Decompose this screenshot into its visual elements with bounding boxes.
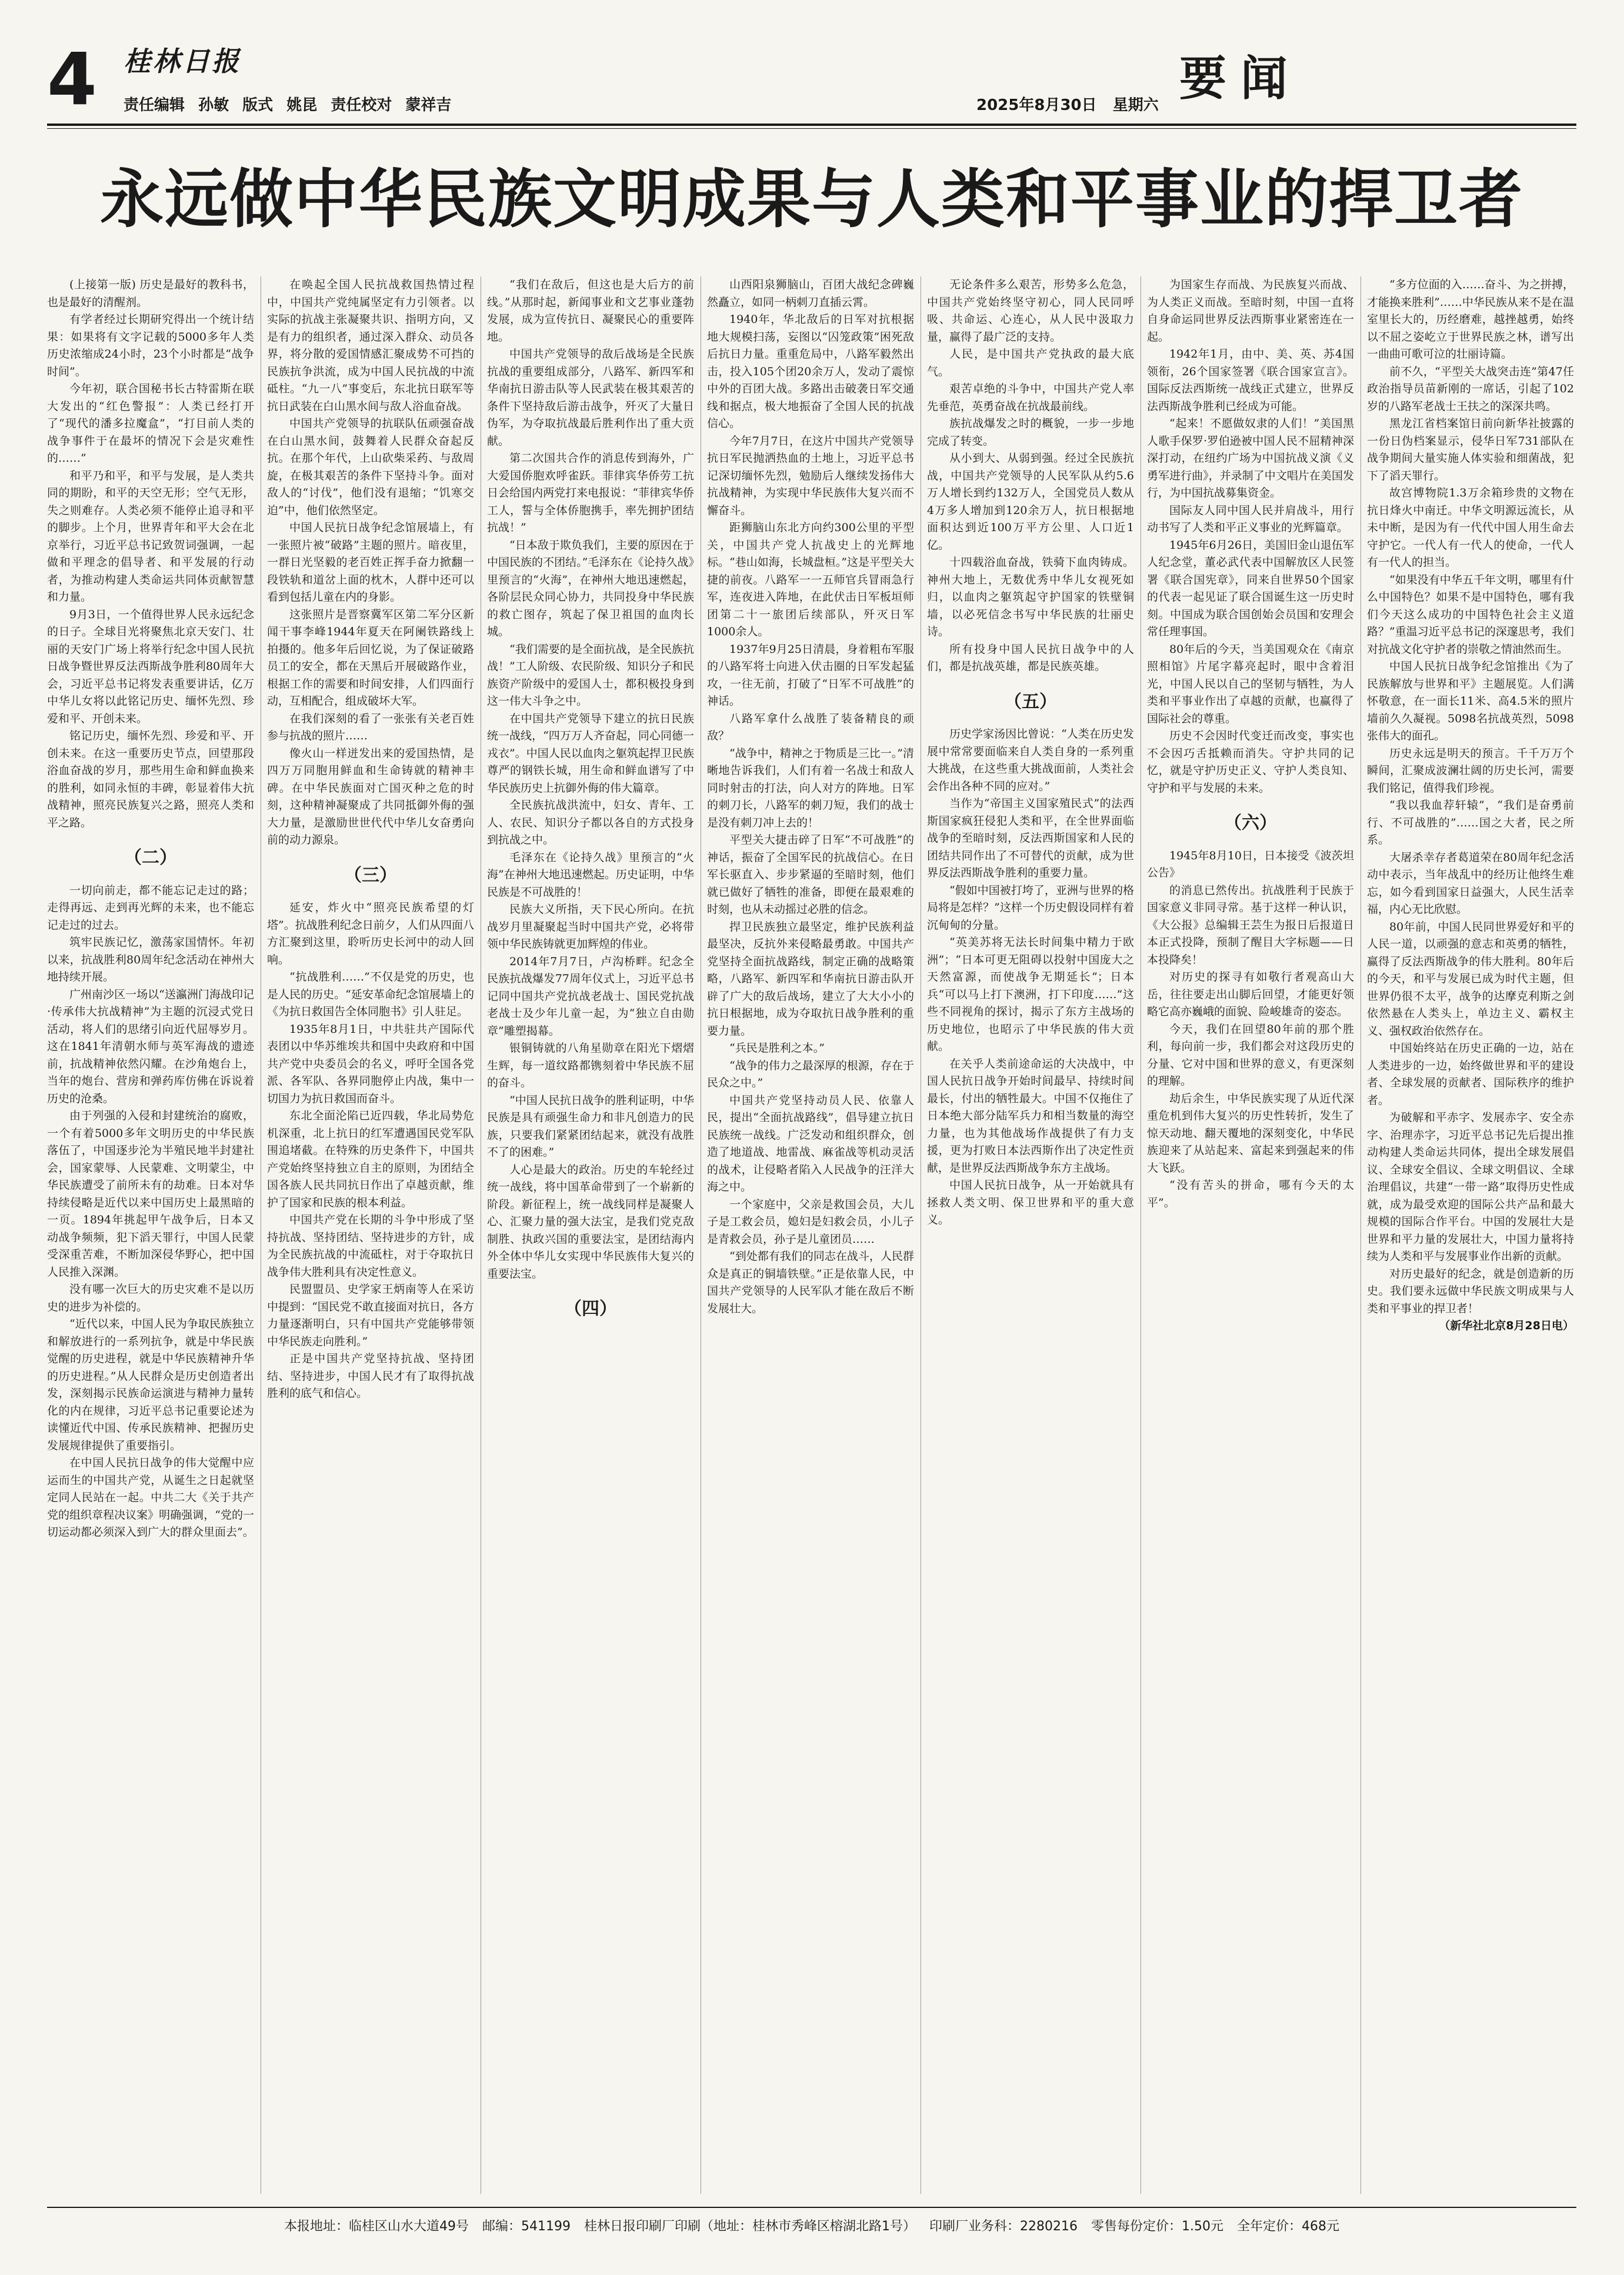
- article-paragraph: 捍卫民族独立最坚定，维护民族利益最坚决，反抗外来侵略最勇敢。中国共产党坚持全面抗战路线，制定正确的战略策略，八路军、新四军和华南抗日游击队开辟了广大的敌后战场，建立了大大小小的抗日根据地，成为夺取抗日战争胜利的重要力量。: [707, 920, 914, 1038]
- footer-rule: [47, 2207, 1576, 2208]
- issue-date: 2025年8月30日: [976, 96, 1097, 114]
- article-paragraph: 铭记历史，缅怀先烈、珍爱和平、开创未来。在这一重要历史节点，回望那段浴血奋战的岁月，那些用生命和鲜血换来的胜利，如同永恒的丰碑，彰显着伟大抗战精神，照亮民族复兴之路，照亮人类和平之路。: [47, 729, 254, 829]
- article-paragraph: 筑牢民族记忆，激荡家国情怀。年初以来，抗战胜利80周年纪念活动在神州大地持续开展。: [47, 936, 254, 983]
- page-number: 4: [47, 38, 97, 121]
- article-paragraph: 的消息已然传出。抗战胜利于民族于国家意义非同寻常。基于这样一种认识，《大公报》总编辑王芸生为报日后报道日本正式投降，预制了醒目大字标题——日本投降矣！: [1147, 883, 1354, 966]
- article-column: [267, 276, 474, 2194]
- article-paragraph: “到处都有我们的同志在战斗，人民群众是真正的铜墙铁壁。”正是依靠人民，中国共产党领导的人民军队才能在敌后不断发展壮大。: [707, 1250, 914, 1315]
- article-column: [707, 276, 914, 2194]
- editor-credits: [124, 93, 459, 115]
- article-paragraph: 9月3日，一个值得世界人民永远纪念的日子。全球目光将聚焦北京天安门、壮丽的天安门广场上将举行纪念中国人民抗日战争暨世界反法西斯战争胜利80周年大会，习近平总书记将发表重要讲话，亿万中华儿女将以此铭记历史、缅怀先烈、珍爱和平、开创未来。: [47, 608, 254, 725]
- article-paragraph: 全民族抗战洪流中，妇女、青年、工人、农民、知识分子都以各自的方式投身到抗战之中。: [487, 799, 694, 846]
- article-paragraph: “多方位面的入……奋斗、为之拼搏，才能换来胜利”……中华民族从来不是在温室里长大的，历经磨难，越挫越勇，始终以不屈之姿屹立于世界民族之林，谱写出一曲曲可歌可泣的壮丽诗篇。: [1367, 278, 1574, 361]
- dateline-credit: （新华社北京8月28日电）: [1439, 1319, 1574, 1332]
- article-paragraph: 今年7月7日，在这片中国共产党领导抗日军民抛洒热血的土地上，习近平总书记深切缅怀先烈，勉励后人继续发扬伟大抗战精神，为实现中华民族伟大复兴而不懈奋斗。: [707, 434, 914, 517]
- article-paragraph: 中国共产党领导的敌后战场是全民族抗战的重要组成部分，八路军、新四军和华南抗日游击队等人民武装在极其艰苦的条件下坚持敌后游击战争，歼灭了大量日伪军，为夺取抗战最后胜利作出了重大贡献。: [487, 348, 694, 448]
- article-paragraph: 所有投身中国人民抗日战争中的人们，都是抗战英雄，都是民族英雄。: [927, 642, 1134, 673]
- dateline: [976, 93, 1159, 115]
- credit-label: 责任校对: [331, 96, 392, 114]
- article-paragraph: 历史学家汤因比曾说：“人类在历史发展中常常要面临来自人类自身的一系列重大挑战，在这些重大挑战面前，人类社会会作出各种不同的应对。”: [927, 728, 1134, 793]
- article-paragraph: 中国人民抗日战争纪念馆展墙上，有一张照片被“破路”主题的照片。暗夜里，一群日光坚毅的老百姓正挥手奋力掀翻一段铁轨和道岔上面的枕木，人群中还可以看到包括儿童在内的身影。: [267, 521, 474, 603]
- article-paragraph: 在唤起全国人民抗战救国热情过程中，中国共产党纯属坚定有力引领者。以实际的抗战主张凝聚共识、指明方向，又是有力的组织者，通过深入群众、动员各界，将分散的爱国情感汇聚成势不可挡的民族抗争洪流，成为中国人民抗战的中流砥柱。“九一八”事变后，东北抗日联军等抗日武装在白山黑水间与敌人浴血奋战。: [267, 278, 474, 413]
- section-heading: （四）: [564, 1299, 617, 1319]
- article-column: [927, 276, 1134, 2194]
- article-paragraph: 前不久，“平型关大战突击连”第47任政治指导员苗新刚的一席话，引起了102岁的八路军老战士王扶之的深深共鸣。: [1367, 365, 1574, 413]
- article-paragraph: 第二次国共合作的消息传到海外，广大爱国侨胞欢呼雀跃。菲律宾华侨劳工抗日会给国内两党打来电报说：“菲律宾华侨工人，誓与全体侨胞携手，率先拥护团结抗战！”: [487, 452, 694, 534]
- article-paragraph: “我以我血荐轩辕”，“我们是奋勇前行、不可战胜的”……国之大者，民之所系。: [1367, 799, 1574, 846]
- article-paragraph: 80年后的今天，当美国观众在《南京照相馆》片尾字幕亮起时，眼中含着泪光，中国人民以自己的坚韧与牺牲，为人类和平事业作出了卓越的贡献，也赢得了国际社会的尊重。: [1147, 642, 1354, 725]
- credit-value: 孙敏: [198, 96, 229, 114]
- article-column: [487, 276, 694, 2194]
- article-paragraph: “抗战胜利……”不仅是党的历史，也是人民的历史。“延安革命纪念馆展墙上的《为抗日救国告全体同胞书》引人驻足。: [267, 970, 474, 1018]
- article-paragraph: “日本敌于欺负我们，主要的原因在于中国民族的不团结。”毛泽东在《论持久战》里预言的“火海”，在神州大地迅速燃起，各阶层民众同心协力，共同投身中华民族的救亡图存，筑起了保卫祖国的血肉长城。: [487, 538, 694, 638]
- article-paragraph: 正是中国共产党坚持抗战、坚持团结、坚持进步，中国人民才有了取得抗战胜利的底气和信心。: [267, 1352, 474, 1400]
- article-paragraph: “我们在敌后，但这也是大后方的前线。”从那时起，新闻事业和文艺事业蓬勃发展，成为宣传抗日、凝聚民心的重要阵地。: [487, 278, 694, 343]
- footer-annual-price: 全年定价：468元: [1236, 2219, 1339, 2234]
- article-paragraph: 无论条件多么艰苦，形势多么危急，中国共产党始终坚守初心，同人民同呼吸、共命运、心连心，从人民中汲取力量，赢得了最广泛的支持。: [927, 278, 1134, 343]
- article-paragraph: “我们需要的是全面抗战，是全民族抗战！”工人阶级、农民阶级、知识分子和民族资产阶级中的爱国人士，都积极投身到这一伟大斗争之中。: [487, 642, 694, 708]
- article-column: [47, 276, 254, 2194]
- credit-value: 姚昆: [286, 96, 318, 114]
- article-paragraph: 民盟盟员、史学家王炳南等人在采访中提到：“国民党不敢直接面对抗日，各方力量逐渐明白，只有中国共产党能够带领中华民族走向胜利。”: [267, 1283, 474, 1348]
- article-paragraph: 距狮脑山东北方向约300公里的平型关，中国共产党人抗战史上的光辉地标。“巷山如海，长城盘桓。”这是平型关大捷的前夜。八路军一一五师官兵冒雨急行军，连夜进入阵地，在此伏击日军板垣师团第二十一旅团后续部队，歼灭日军1000余人。: [707, 521, 914, 638]
- article-paragraph: 由于列强的入侵和封建统治的腐败，一个有着5000多年文明历史的中华民族落伍了，中国逐步沦为半殖民地半封建社会，国家蒙辱、人民蒙难、文明蒙尘，中华民族遭受了前所未有的劫难。日本对华持续侵略是近代以来中国历史上最黑暗的一页。1894年挑起甲午战争后，日本又动战争频频，犯下滔天罪行，中国人民蒙受深重苦难，不断加深侵华野心，把中国人民推入深渊。: [47, 1109, 254, 1279]
- article-paragraph: 对历史的探寻有如敬行者观高山大岳，往往要走出山脚后回望，才能更好领略它高亦巍峨的面貌、险峻雄奇的姿态。: [1147, 970, 1354, 1018]
- article-paragraph: 广州南沙区一场以“送瀛洲门海战印记·传承伟大抗战精神”为主题的沉浸式党日活动，将人们的思绪引向近代屈辱岁月。这在1841年清朝水师与英军海战的遗迹前，抗战精神依然闪耀。在沙角炮台上，当年的炮台、营房和弹药库仿佛在诉说着历史的沧桑。: [47, 988, 254, 1105]
- article-paragraph: 今年初，联合国秘书长古特雷斯在联大发出的“红色警报”：人类已经打开了“现代的潘多拉魔盒”，“打目前人类的战争事件于在最坏的情况下会是灾难性的……”: [47, 382, 254, 465]
- issue-weekday: 星期六: [1112, 96, 1159, 114]
- article-paragraph: 有学者经过长期研究得出一个统计结果：如果将有文字记载的5000多年人类历史浓缩成24小时，23个小时都是“战争时间”。: [47, 313, 254, 378]
- footer-printer: 桂林日报印刷厂印刷（地址：桂林市秀峰区榕湖北路1号）: [584, 2219, 916, 2234]
- article-paragraph: “战争的伟力之最深厚的根源，存在于民众之中。”: [707, 1059, 914, 1089]
- article-paragraph: 1937年9月25日清晨，身着粗布军服的八路军将士向进入伏击圈的日军发起猛攻，一往无前，打破了“日军不可战胜”的神话。: [707, 642, 914, 708]
- article-column: [1147, 276, 1354, 2194]
- article-paragraph: 历史永远是明天的预言。千千万万个瞬间，汇聚成波澜壮阔的历史长河，需要我们铭记，值得我们珍视。: [1367, 746, 1574, 795]
- paper-name: 桂林日报: [124, 45, 241, 77]
- article-body: [47, 276, 1576, 2194]
- article-column: [1367, 276, 1574, 2194]
- article-paragraph: 艰苦卓绝的斗争中，中国共产党人率先垂范，英勇奋战在抗战最前线。: [927, 382, 1134, 413]
- article-paragraph: “近代以来，中国人民为争取民族独立和解放进行的一系列抗争，就是中华民族觉醒的历史进程，就是中华民族精神升华的历史进程。”从人民群众是历史创造者出发，深刻揭示民族命运演进与精神力量转化的内在规律，习近平总书记重要论述为读懂近代中国、传承民族精神、把握历史发展规律提供了重要指引。: [47, 1317, 254, 1452]
- article-paragraph: 黑龙江省档案馆日前向新华社披露的一份日伪档案显示，侵华日军731部队在战争期间大量实施人体实验和细菌战，犯下了滔天罪行。: [1367, 417, 1574, 482]
- article-paragraph: 对历史最好的纪念，就是创造新的历史。我们要永远做中华民族文明成果与人类和平事业的捍卫者！: [1367, 1267, 1574, 1315]
- section-heading: （三）: [344, 865, 397, 886]
- article-paragraph: 1942年1月，由中、美、英、苏4国领衔，26个国家签署《联合国家宣言》。国际反法西斯统一战线正式建立，世界反法西斯战争胜利已经成为可能。: [1147, 348, 1354, 413]
- section-heading: （六）: [1224, 813, 1277, 833]
- article-paragraph: 在中国共产党领导下建立的抗日民族统一战线，“四万万人齐奋起，同心同德一戎衣”。中国人民以血肉之躯筑起捍卫民族尊严的钢铁长城，用生命和鲜血谱写了中华民族历史上抗御外侮的伟大篇章。: [487, 712, 694, 795]
- article-paragraph: 没有哪一次巨大的历史灾难不是以历史的进步为补偿的。: [47, 1283, 254, 1313]
- article-paragraph: 国际友人同中国人民并肩战斗，用行动书写了人类和平正义事业的光辉篇章。: [1147, 503, 1354, 534]
- article-paragraph: 1940年，华北敌后的日军对抗根据地大规模扫荡，妄图以“囚笼政策”困死敌后抗日力量。重重危局中，八路军毅然出击，投入105个团20余万人，发动了震惊中外的百团大战。多路出击破袭日军交通线和据点，极大地振奋了全国人民的抗战信心。: [707, 313, 914, 430]
- footer-address: 本报地址：临桂区山水大道49号: [284, 2219, 469, 2234]
- article-paragraph: 80年前，中国人民同世界爱好和平的人民一道，以顽强的意志和英勇的牺牲，赢得了反法西斯战争的伟大胜利。80年后的今天，和平与发展已成为时代主题，但世界仍很不太平，战争的达摩克利斯之剑依然悬在人类头上，单边主义、霸权主义、强权政治依然存在。: [1367, 920, 1574, 1038]
- credit-label: 责任编辑: [124, 96, 185, 114]
- article-paragraph: 劫后余生，中华民族实现了从近代深重危机到伟大复兴的历史性转折，发生了惊天动地、翻天覆地的深刻变化，中华民族迎来了从站起来、富起来到强起来的伟大飞跃。: [1147, 1092, 1354, 1175]
- article-paragraph: 为破解和平赤字、发展赤字、安全赤字、治理赤字，习近平总书记先后提出推动构建人类命运共同体，提出全球发展倡议、全球安全倡议、全球文明倡议、全球治理倡议，共建“一带一路”取得历史性成就，成为最受欢迎的国际公共产品和最大规模的国际合作平台。中国的发展壮大是世界和平力量的发展壮大，中国力量将持续为人类和平与发展事业作出新的贡献。: [1367, 1111, 1574, 1263]
- article-paragraph: “起来！不愿做奴隶的人们！”美国黑人歌手保罗·罗伯逊被中国人民不屈精神深深打动，在纽约广场为中国抗战义演《义勇军进行曲》，并录制了中文唱片在美国发行，为中国抗战募集资金。: [1147, 417, 1354, 499]
- masthead-rule-thin: [47, 128, 1576, 129]
- article-paragraph: “如果没有中华五千年文明，哪里有什么中国特色？如果不是中国特色，哪有我们今天这么成功的中国特色社会主义道路？”重温习近平总书记的深邃思考，我们对抗战文化守护者的崇敬之情油然而生。: [1367, 573, 1574, 656]
- article-paragraph: 人民，是中国共产党执政的最大底气。: [927, 348, 1134, 378]
- credit-value: 蒙祥吉: [405, 96, 452, 114]
- article-paragraph: 平型关大捷击碎了日军“不可战胜”的神话，振奋了全国军民的抗战信心。在日军长驱直入、步步紧逼的至暗时刻，他们就已做好了牺牲的准备，即便在最艰难的时刻，也从未动摇过必胜的信念。: [707, 833, 914, 916]
- section-title: 要闻: [1179, 51, 1302, 106]
- masthead: [47, 35, 1576, 124]
- article-paragraph: “假如中国被打垮了，亚洲与世界的格局将是怎样？”这样一个历史假设同样有着沉甸甸的分量。: [927, 883, 1134, 932]
- article-paragraph: 银铜铸就的八角星勋章在阳光下熠熠生辉，每一道纹路都镌刻着中华民族不屈的奋斗。: [487, 1042, 694, 1089]
- article-paragraph: 人心是最大的政治。历史的车轮经过统一战线，将中国革命带到了一个崭新的阶段。新征程上，统一战线同样是凝聚人心、汇聚力量的强大法宝，是我们党克敌制胜、执政兴国的重要法宝，是团结海内外全体中华儿女实现中华民族伟大复兴的重要法宝。: [487, 1163, 694, 1280]
- article-paragraph: (上接第一版) 历史是最好的教科书，也是最好的清醒剂。: [47, 278, 254, 309]
- article-paragraph: 东北全面沦陷已近四载，华北局势危机深重，北上抗日的红军遭遇国民党军队围追堵截。在特殊的历史条件下，中国共产党始终坚持独立自主的原则，为团结全国各族人民共同抗日作出了卓越贡献，维护了国家和民族的根本利益。: [267, 1109, 474, 1209]
- article-paragraph: “中国人民抗日战争的胜利证明，中华民族是具有顽强生命力和非凡创造力的民族，只要我们紧紧团结起来，就没有战胜不了的困难。”: [487, 1093, 694, 1159]
- credit-label: 版式: [242, 96, 274, 114]
- article-paragraph: “战争中，精神之于物质是三比一。”清晰地告诉我们，人们有着一名战士和敌人同时射击的打法，向人对方的阵地。日军的刺刀长，八路军的刺刀短，我们的战士是没有刺刀冲上去的！: [707, 746, 914, 829]
- section-heading: （二）: [124, 848, 177, 868]
- article-paragraph: 延安，炸火中“照亮民族希望的灯塔”。抗战胜利纪念日前夕，人们从四面八方汇聚到这里，聆听历史长河中的动人回响。: [267, 901, 474, 966]
- article-paragraph: 在关乎人类前途命运的大决战中，中国人民抗日战争开始时间最早、持续时间最长，付出的牺牲最大。中国不仅拖住了日本绝大部分陆军兵力和相当数量的海空力量，也为其他战场作战提供了有力支援，更为打败日本法西斯作出了决定性贡献，是世界反法西斯战争东方主战场。: [927, 1057, 1134, 1175]
- article-paragraph: 在中国人民抗日战争的伟大觉醒中应运而生的中国共产党，从诞生之日起就坚定同人民站在一起。中共二大《关于共产党的组织章程决议案》明确强调，“党的一切运动都必须深入到广大的群众里面去”。: [47, 1456, 254, 1539]
- article-paragraph: 一个家庭中，父亲是救国会员，大儿子是工救会员，媳妇是妇救会员，小儿子是青救会员，孙子是儿童团员……: [707, 1197, 914, 1246]
- footer-retail-price: 零售每份定价：1.50元: [1091, 2219, 1223, 2234]
- article-paragraph: 和平乃和平，和平与发展，是人类共同的期盼，和平的天空无形；空气无形，失之则难存。人类必须不能停止追寻和平的脚步。上个月，世界青年和平大会在北京举行，习近平总书记致贺词强调，一起做和平理念的倡导者、和平发展的行动者，为推动构建人类命运共同体贡献智慧和力量。: [47, 469, 254, 603]
- footer-phone: 印刷厂业务科：2280216: [929, 2219, 1078, 2234]
- footer-postcode: 邮编：541199: [482, 2219, 571, 2234]
- article-paragraph: 为国家生存而战、为民族复兴而战、为人类正义而战。至暗时刻，中国一直将自身命运同世界反法西斯事业紧密连在一起。: [1147, 278, 1354, 343]
- article-paragraph: 中国始终站在历史正确的一边，站在人类进步的一边，始终做世界和平的建设者、全球发展的贡献者、国际秩序的维护者。: [1367, 1042, 1574, 1107]
- article-paragraph: 1945年6月26日，美国旧金山退伍军人纪念堂，董必武代表中国解放区人民签署《联合国宪章》，同来自世界50个国家的代表一起见证了联合国诞生这一历史时刻。中国成为联合国创始会员国和安理会常任理事国。: [1147, 538, 1354, 638]
- article-paragraph: 民族大义所指，天下民心所向。在抗战岁月里凝聚起当时中国共产党，必将带领中华民族铸就更加辉煌的伟业。: [487, 903, 694, 950]
- article-paragraph: 1935年8月1日，中共驻共产国际代表团以中华苏维埃共和国中央政府和中国共产党中央委员会的名义，呼吁全国各党派、各军队、各界同胞停止内战，集中一切国力为抗日救国而奋斗。: [267, 1022, 474, 1105]
- article-paragraph: 大屠杀幸存者葛道荣在80周年纪念活动中表示，当年战乱中的经历让他终生难忘，如今看到国家日益强大，人民生活幸福，内心无比欣慰。: [1367, 850, 1574, 916]
- article-paragraph: 一切向前走，都不能忘记走过的路；走得再远、走到再光辉的未来，也不能忘记走过的过去。: [47, 883, 254, 932]
- article-paragraph: 当作为“帝国主义国家殖民式”的法西斯国家疯狂侵犯人类和平，在全世界面临战争的至暗时刻，反法西斯国家和人民的团结共同作出了不可替代的贡献，成为世界反法西斯战争胜利的重要力量。: [927, 797, 1134, 879]
- article-paragraph: “英美苏将无法长时间集中精力于欧洲”；“日本可更无阻碍以投射中国庞大之天然富源，而使战争无期延长”；日本兵“可以马上打下澳洲，打下印度……”这些不同视角的探讨，揭示了东方主战场的历史地位，也昭示了中华民族的伟大贡献。: [927, 936, 1134, 1053]
- article-paragraph: 像火山一样迸发出来的爱国热情，是四万万同胞用鲜血和生命铸就的精神丰碑。在中华民族面对亡国灭种之危的时刻，这种精神凝聚成了共同抵御外侮的强大力量，是激励世世代代中华儿女奋勇向前的动力源泉。: [267, 746, 474, 846]
- article-paragraph: 历史不会因时代变迁而改变，事实也不会因巧舌抵赖而消失。守护共同的记忆，就是守护历史正义、守护人类良知、守护和平与发展的未来。: [1147, 729, 1354, 795]
- article-paragraph: 中国人民抗日战争纪念馆推出《为了民族解放与世界和平》主题展览。人们满怀敬意，在一面长11米、高4.5米的照片墙前久久凝视。5098名抗战英烈，5098张伟大的面孔。: [1367, 660, 1574, 742]
- section-heading: （五）: [1004, 691, 1057, 712]
- article-paragraph: 毛泽东在《论持久战》里预言的“火海”在神州大地迅速燃起。历史证明，中华民族是不可战胜的！: [487, 850, 694, 899]
- article-paragraph: 今天，我们在回望80年前的那个胜利，每向前一步，我们都会对这段历史的分量、它对中国和世界的意义，有更深刻的理解。: [1147, 1022, 1354, 1088]
- article-paragraph: 故宫博物院1.3万余箱珍贵的文物在抗日烽火中南迁。中华文明源远流长，从未中断，是因为有一代代中国人用生命去守护它。一代人有一代人的使命，一代人有一代人的担当。: [1367, 486, 1574, 569]
- article-paragraph: “兵民是胜利之本。”: [729, 1042, 825, 1055]
- article-paragraph: 从小到大、从弱到强。经过全民族抗战，中国共产党领导的人民军队从约5.6万人增长到约132万人，全国党员人数从4万多人增加到120余万人，抗日根据地面积达到近100万平方公里、人口近1亿。: [927, 452, 1134, 552]
- article-paragraph: 在我们深刻的看了一张张有关老百姓参与抗战的照片……: [267, 712, 474, 742]
- footer: [47, 2216, 1576, 2234]
- article-paragraph: 八路军拿什么战胜了装备精良的顽敌？: [707, 712, 914, 742]
- article-paragraph: 中国共产党坚持动员人民、依靠人民，提出“全面抗战路线”，倡导建立抗日民族统一战线。广泛发动和组织群众，创造了地道战、地雷战、麻雀战等机动灵活的战术，让侵略者陷入人民战争的汪洋大海之中。: [707, 1093, 914, 1193]
- article-paragraph: 这张照片是晋察冀军区第二军分区新闻干事李峰1944年夏天在阿阑铁路线上拍摄的。他多年后回忆说，为了保证破路员工的安全，都在天黑后开展破路作业，根据工作的需要和时间安排，人们四面行动，互相配合，组成破坏大军。: [267, 608, 474, 708]
- article-paragraph: 中国人民抗日战争，从一开始就具有拯救人类文明、保卫世界和平的重大意义。: [927, 1179, 1134, 1226]
- article-paragraph: 中国共产党在长期的斗争中形成了坚持抗战、坚持团结、坚持进步的方针，成为全民族抗战的中流砥柱，对于夺取抗日战争伟大胜利具有决定性意义。: [267, 1213, 474, 1279]
- article-paragraph: 山西阳泉狮脑山，百团大战纪念碑巍然矗立，如同一柄刺刀直插云霄。: [707, 278, 914, 309]
- masthead-rule: [47, 124, 1576, 126]
- article-paragraph: 十四载浴血奋战，铁骑下血肉铸成。神州大地上，无数优秀中华儿女视死如归，以血肉之躯筑起守护国家的铁壁铜墙，以必死信念书写中华民族的壮丽史诗。: [927, 556, 1134, 638]
- headline: 永远做中华民族文明成果与人类和平事业的捍卫者: [99, 163, 1523, 236]
- article-paragraph: 1945年8月10日，日本接受《波茨坦公告》: [1147, 849, 1354, 879]
- article-paragraph: 2014年7月7日，卢沟桥畔。纪念全民族抗战爆发77周年仪式上，习近平总书记同中国共产党抗战老战士、国民党抗战老战士及少年儿童一起，为“独立自由勋章”雕塑揭幕。: [487, 955, 694, 1038]
- article-paragraph: 中国共产党领导的抗联队伍顽强奋战在白山黑水间，鼓舞着人民群众奋起反抗。在那个年代，上山砍柴采药、与敌周旋，在极其艰苦的条件下坚持斗争。面对敌人的“讨伐”，他们没有退缩；“饥寒交迫”中，他们依然坚定。: [267, 417, 474, 517]
- article-paragraph: 族抗战爆发之时的概貌，一步一步地完成了转变。: [927, 417, 1134, 448]
- article-paragraph: “没有苦头的拼命，哪有今天的太平”。: [1147, 1179, 1354, 1209]
